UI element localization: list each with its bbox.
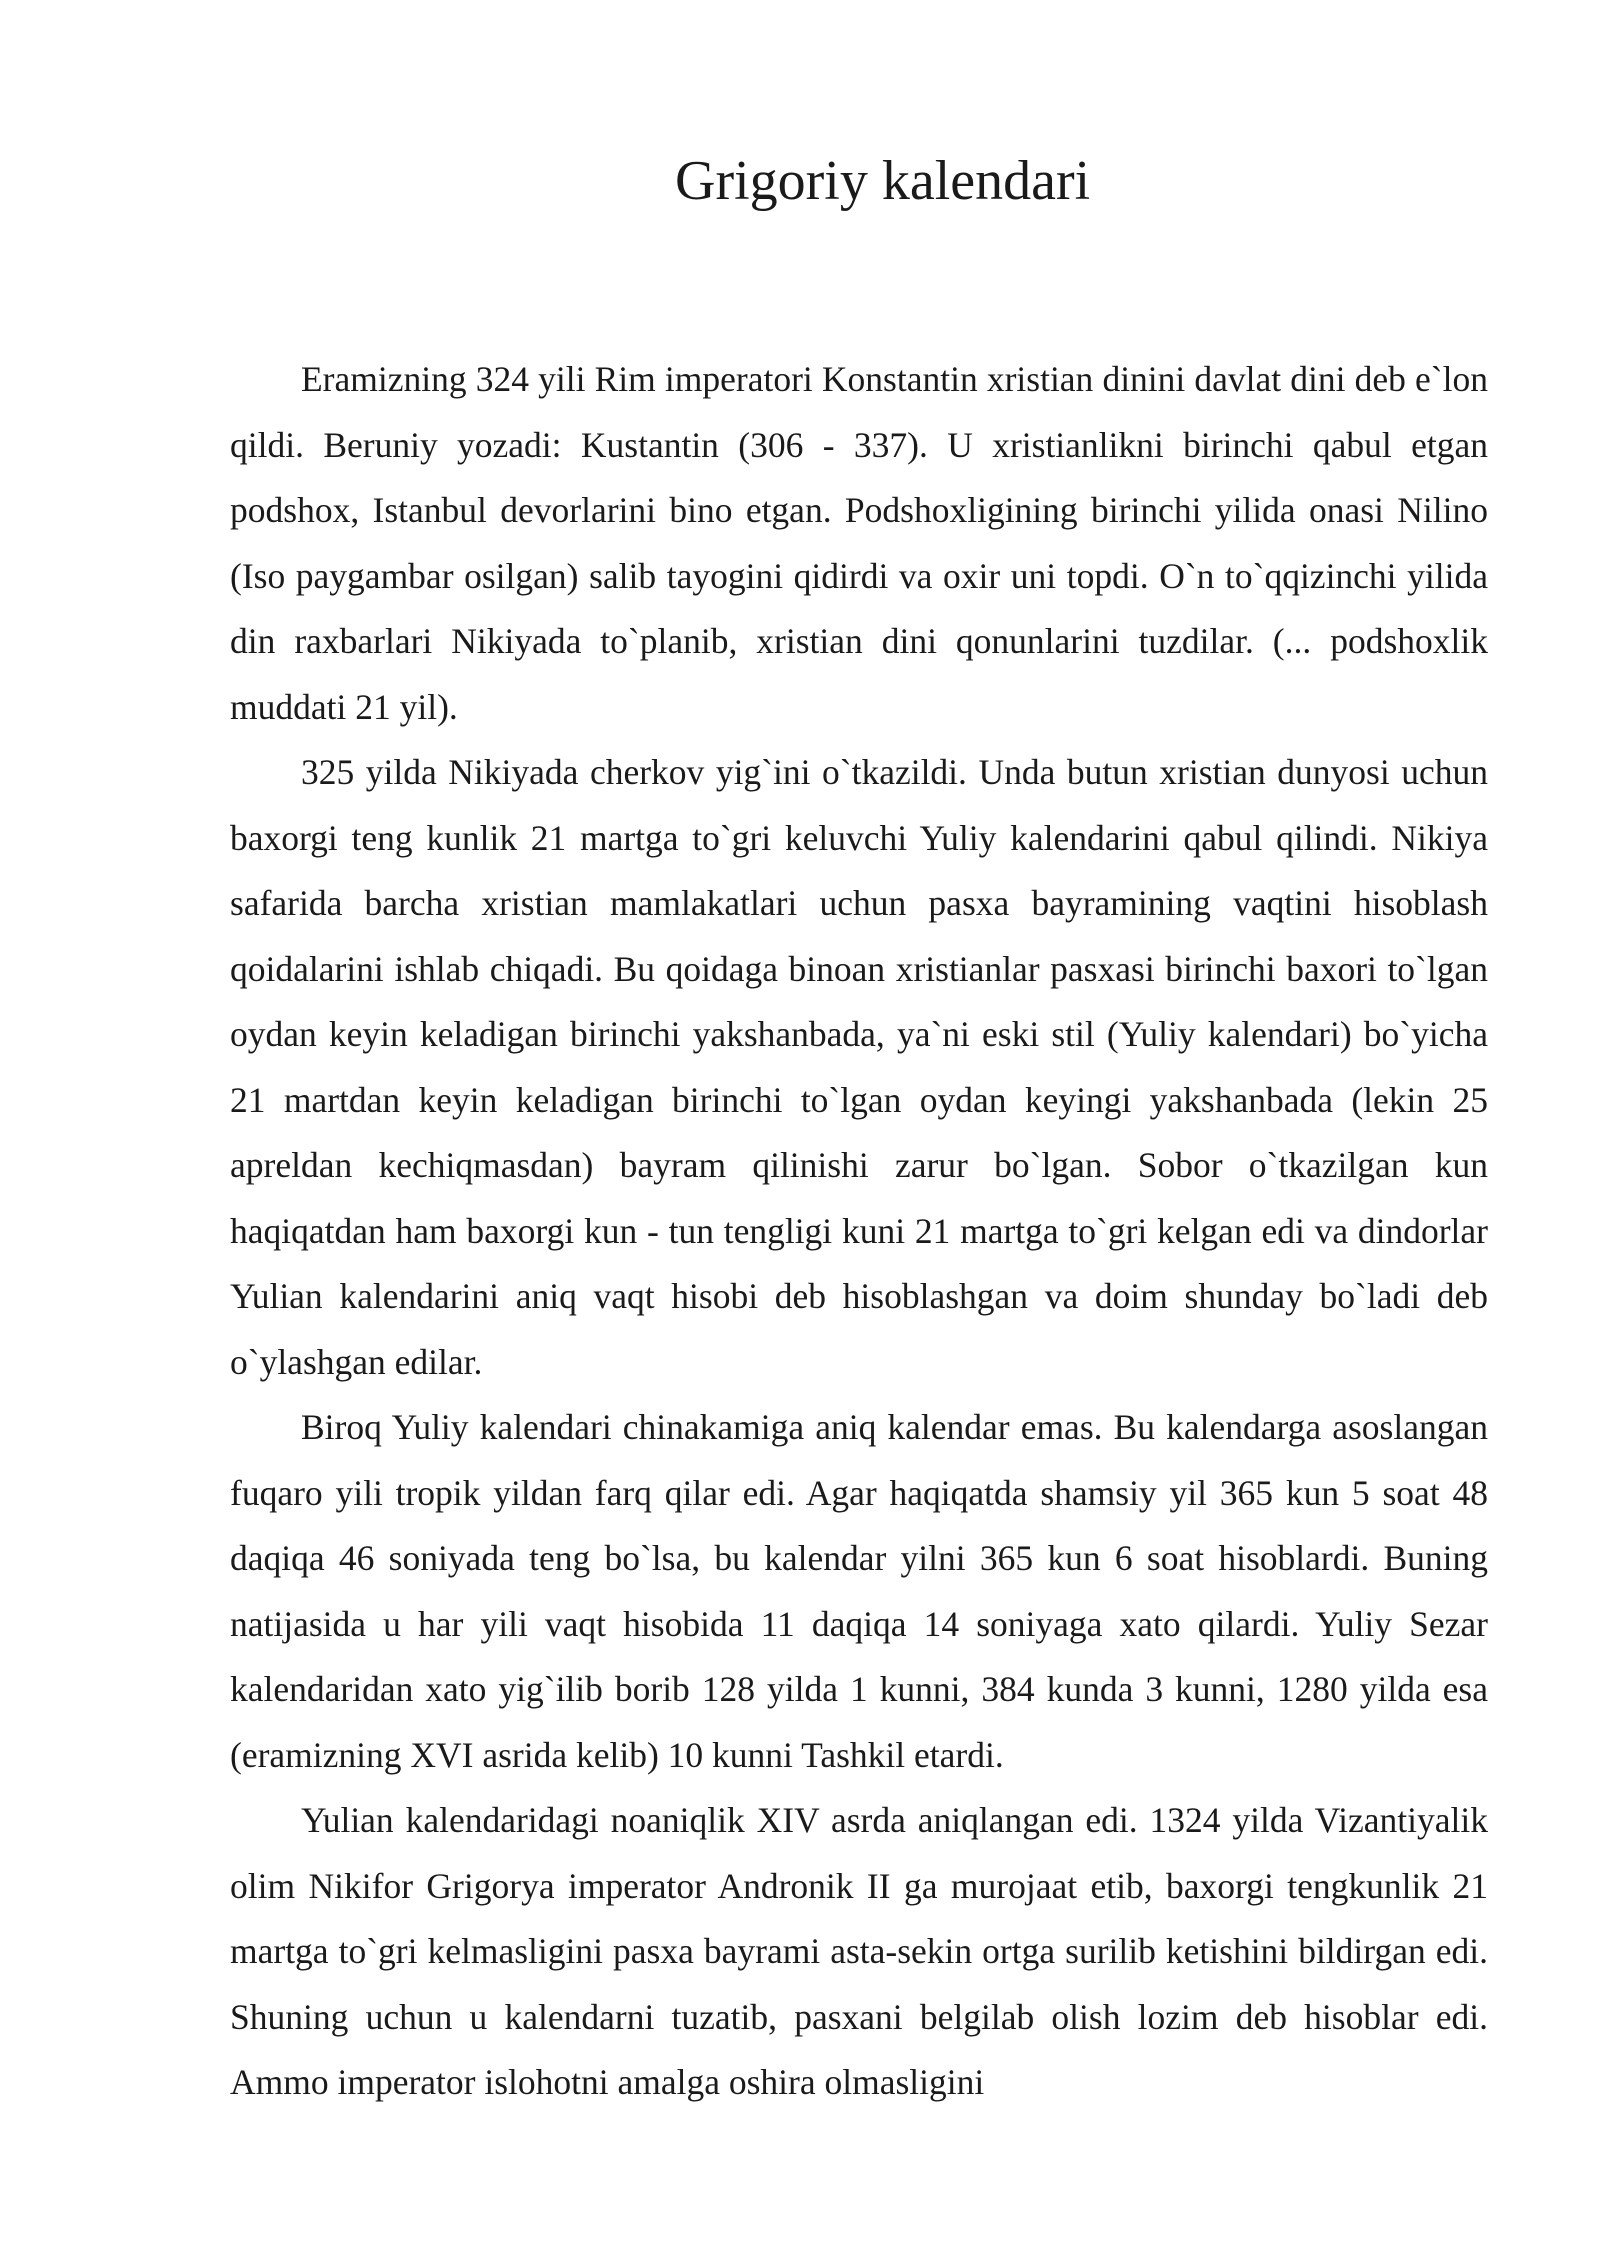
page-title: Grigoriy kalendari (675, 150, 1091, 212)
paragraph-3: Biroq Yuliy kalendari chinakamiga aniq kalendar emas. Bu kalendarga asoslangan fuqaro yili tropik yildan farq qilar edi. Agar haqiqatda shamsiy yil 365 kun 5 soat 48 daqiqa 46 soniyada teng bo`lsa, bu kalendar yilni 365 kun 6 soat hisoblardi. Buning natijasida u har yili vaqt hisobida 11 daqiqa 14 soniyaga xato qilardi. Yuliy Sezar kalendaridan xato yig`ilib borib 128 yilda 1 kunni, 384 kunda 3 kunni, 1280 yilda esa (eramizning XVI asrida kelib) 10 kunni Tashkil etardi. (230, 1407, 1488, 1775)
paragraph-4: Yulian kalendaridagi noaniqlik XIV asrda aniqlangan edi. 1324 yilda Vizantiyalik olim Nikifor Grigorya imperator Andronik II ga murojaat etib, baxorgi tengkunlik 21 martga to`gri kelmasligini pasxa bayrami asta-sekin ortga surilib ketishini bildirgan edi. Shuning uchun u kalendarni tuzatib, pasxani belgilab olish lozim deb hisoblar edi. Ammo imperator islohotni amalga oshira olmasligini (230, 1800, 1488, 2102)
document-body (230, 347, 1488, 2116)
paragraph-1: Eramizning 324 yili Rim imperatori Konstantin xristian dinini davlat dini deb e`lon qildi. Beruniy yozadi: Kustantin (306 - 337). U xristianlikni birinchi qabul etgan podshox, Istanbul devorlarini bino etgan. Podshoxligining birinchi yilida onasi Nilino (Iso paygambar osilgan) salib tayogini qidirdi va oxir uni topdi. O`n to`qqizinchi yilida din raxbarlari Nikiyada to`planib, xristian dini qonunlarini tuzdilar. (... podshoxlik muddati 21 yil). (230, 359, 1488, 727)
paragraph-2: 325 yilda Nikiyada cherkov yig`ini o`tkazildi. Unda butun xristian dunyosi uchun baxorgi teng kunlik 21 martga to`gri keluvchi Yuliy kalendarini qabul qilindi. Nikiya safarida barcha xristian mamlakatlari uchun pasxa bayramining vaqtini hisoblash qoidalarini ishlab chiqadi. Bu qoidaga binoan xristianlar pasxasi birinchi baxori to`lgan oydan keyin keladigan birinchi yakshanbada, ya`ni eski stil (Yuliy kalendari) bo`yicha 21 martdan keyin keladigan birinchi to`lgan oydan keyingi yakshanbada (lekin 25 apreldan kechiqmasdan) bayram qilinishi zarur bo`lgan. Sobor o`tkazilgan kun haqiqatdan ham baxorgi kun - tun tengligi kuni 21 martga to`gri kelgan edi va dindorlar Yulian kalendarini aniq vaqt hisobi deb hisoblashgan va doim shunday bo`ladi deb o`ylashgan edilar. (230, 752, 1488, 1382)
